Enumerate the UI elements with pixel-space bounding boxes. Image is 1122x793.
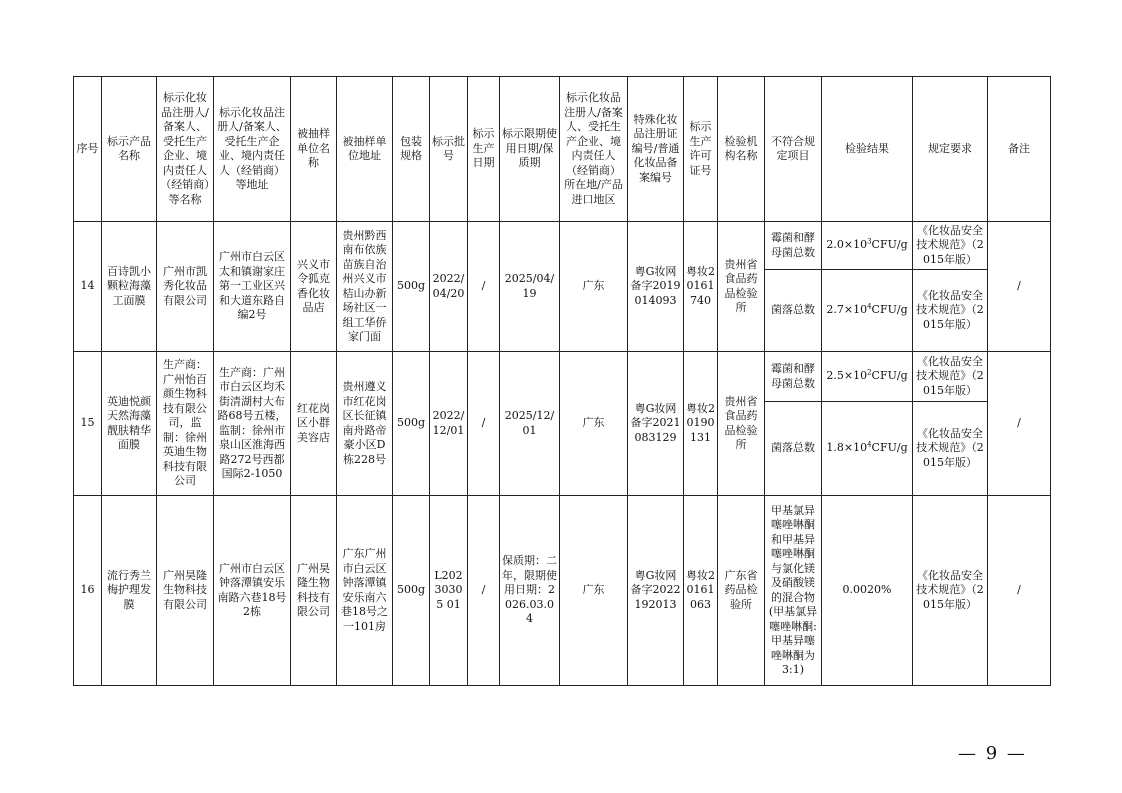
record-number: 粤G妆网备字2022192013	[628, 496, 684, 686]
region: 广东	[560, 496, 628, 686]
row-number: 16	[74, 496, 102, 686]
remark: /	[988, 496, 1051, 686]
header-cell: 标示产品名称	[102, 77, 157, 222]
header-cell: 序号	[74, 77, 102, 222]
region: 广东	[560, 352, 628, 496]
row-number: 14	[74, 222, 102, 352]
requirement: 《化妆品安全技术规范》（2015年版）	[913, 402, 988, 496]
test-result: $2.7\times 10^4CFU/g$	[822, 270, 913, 352]
batch-number: L20230305 01	[430, 496, 468, 686]
company-name: 广州市凯秀化妆品有限公司	[157, 222, 214, 352]
test-result: $2.5\times 10^2CFU/g$	[822, 352, 913, 402]
table-row	[74, 222, 1051, 270]
test-result: 0.0020%	[822, 496, 913, 686]
header-row	[74, 77, 1051, 222]
failed-item: 霉菌和酵母菌总数	[765, 222, 822, 270]
sampled-address: 贵州遵义市红花岗区长征镇南舟路帝豪小区D栋228号	[337, 352, 393, 496]
license-number: 粤妆20161740	[684, 222, 718, 352]
company-name: 广州昊隆生物科技有限公司	[157, 496, 214, 686]
inspection-table	[73, 76, 1051, 686]
header-cell: 检验机构名称	[718, 77, 765, 222]
header-cell: 被抽样单位名称	[291, 77, 337, 222]
header-cell: 标示化妆品注册人/备案人、受托生产企业、境内责任人（经销商）所在地/产品进口地区	[560, 77, 628, 222]
table-row	[74, 496, 1051, 686]
production-date: /	[468, 496, 500, 686]
batch-number: 2022/04/20	[430, 222, 468, 352]
test-result: $1.8\times 10^4CFU/g$	[822, 402, 913, 496]
company-address: 生产商：广州市白云区均禾街清湖村大布路68号五楼，监制：徐州市泉山区淮海西路272号西都国际2-1050	[214, 352, 291, 496]
package-spec: 500g	[393, 496, 430, 686]
header-cell: 检验结果	[822, 77, 913, 222]
sampled-unit: 广州昊隆生物科技有限公司	[291, 496, 337, 686]
failed-item: 菌落总数	[765, 402, 822, 496]
header-cell: 包装规格	[393, 77, 430, 222]
company-address: 广州市白云区钟落潭镇安乐南路六巷18号2栋	[214, 496, 291, 686]
license-number: 粤妆20190131	[684, 352, 718, 496]
requirement: 《化妆品安全技术规范》（2015年版）	[913, 352, 988, 402]
requirement: 《化妆品安全技术规范》（2015年版）	[913, 496, 988, 686]
table-row	[74, 352, 1051, 402]
company-name: 生产商：广州怡百颜生物科技有限公司，监制：徐州英迪生物科技有限公司	[157, 352, 214, 496]
header-cell: 备注	[988, 77, 1051, 222]
batch-number: 2022/12/01	[430, 352, 468, 496]
package-spec: 500g	[393, 352, 430, 496]
header-cell: 特殊化妆品注册证编号/普通化妆品备案编号	[628, 77, 684, 222]
expiry-date: 保质期：二年，限期使用日期：2026.03.04	[500, 496, 560, 686]
requirement: 《化妆品安全技术规范》（2015年版）	[913, 270, 988, 352]
header-cell: 标示生产日期	[468, 77, 500, 222]
remark: /	[988, 352, 1051, 496]
sampled-address: 贵州黔西南布依族苗族自治州兴义市桔山办新场社区一组工华侨家门面	[337, 222, 393, 352]
product-name: 百诗凯小颗粒海藻工面膜	[102, 222, 157, 352]
production-date: /	[468, 352, 500, 496]
record-number: 粤G妆网备字2019014093	[628, 222, 684, 352]
sampled-unit: 兴义市令狐克香化妆品店	[291, 222, 337, 352]
testing-agency: 贵州省食品药品检验所	[718, 352, 765, 496]
sampled-unit: 红花岗区小群美容店	[291, 352, 337, 496]
header-cell: 标示化妆品注册人/备案人、受托生产企业、境内责任人（经销商）等地址	[214, 77, 291, 222]
testing-agency: 广东省药品检验所	[718, 496, 765, 686]
header-cell: 规定要求	[913, 77, 988, 222]
requirement: 《化妆品安全技术规范》（2015年版）	[913, 222, 988, 270]
header-cell: 被抽样单位地址	[337, 77, 393, 222]
row-number: 15	[74, 352, 102, 496]
region: 广东	[560, 222, 628, 352]
product-name: 流行秀兰梅护理发膜	[102, 496, 157, 686]
record-number: 粤G妆网备字2021083129	[628, 352, 684, 496]
header-cell: 标示批号	[430, 77, 468, 222]
company-address: 广州市白云区太和镇谢家庄第一工业区兴和大道东路自编2号	[214, 222, 291, 352]
testing-agency: 贵州省食品药品检验所	[718, 222, 765, 352]
failed-item: 菌落总数	[765, 270, 822, 352]
header-cell: 标示生产许可证号	[684, 77, 718, 222]
package-spec: 500g	[393, 222, 430, 352]
header-cell: 标示限期使用日期/保质期	[500, 77, 560, 222]
header-cell: 不符合规定项目	[765, 77, 822, 222]
expiry-date: 2025/04/19	[500, 222, 560, 352]
product-name: 英迪悦颜天然海藻靓肤精华面膜	[102, 352, 157, 496]
failed-item: 甲基氯异噻唑啉酮和甲基异噻唑啉酮与氯化镁及硝酸镁的混合物(甲基氯异噻唑啉酮:甲基异噻唑啉酮为3:1)	[765, 496, 822, 686]
header-cell: 标示化妆品注册人/备案人、受托生产企业、境内责任人（经销商）等名称	[157, 77, 214, 222]
license-number: 粤妆20161063	[684, 496, 718, 686]
failed-item: 霉菌和酵母菌总数	[765, 352, 822, 402]
expiry-date: 2025/12/01	[500, 352, 560, 496]
sampled-address: 广东广州市白云区钟落潭镇安乐南六巷18号之一101房	[337, 496, 393, 686]
production-date: /	[468, 222, 500, 352]
page-number: — 9 —	[958, 743, 1027, 764]
remark: /	[988, 222, 1051, 352]
test-result: $2.0\times 10^3CFU/g$	[822, 222, 913, 270]
